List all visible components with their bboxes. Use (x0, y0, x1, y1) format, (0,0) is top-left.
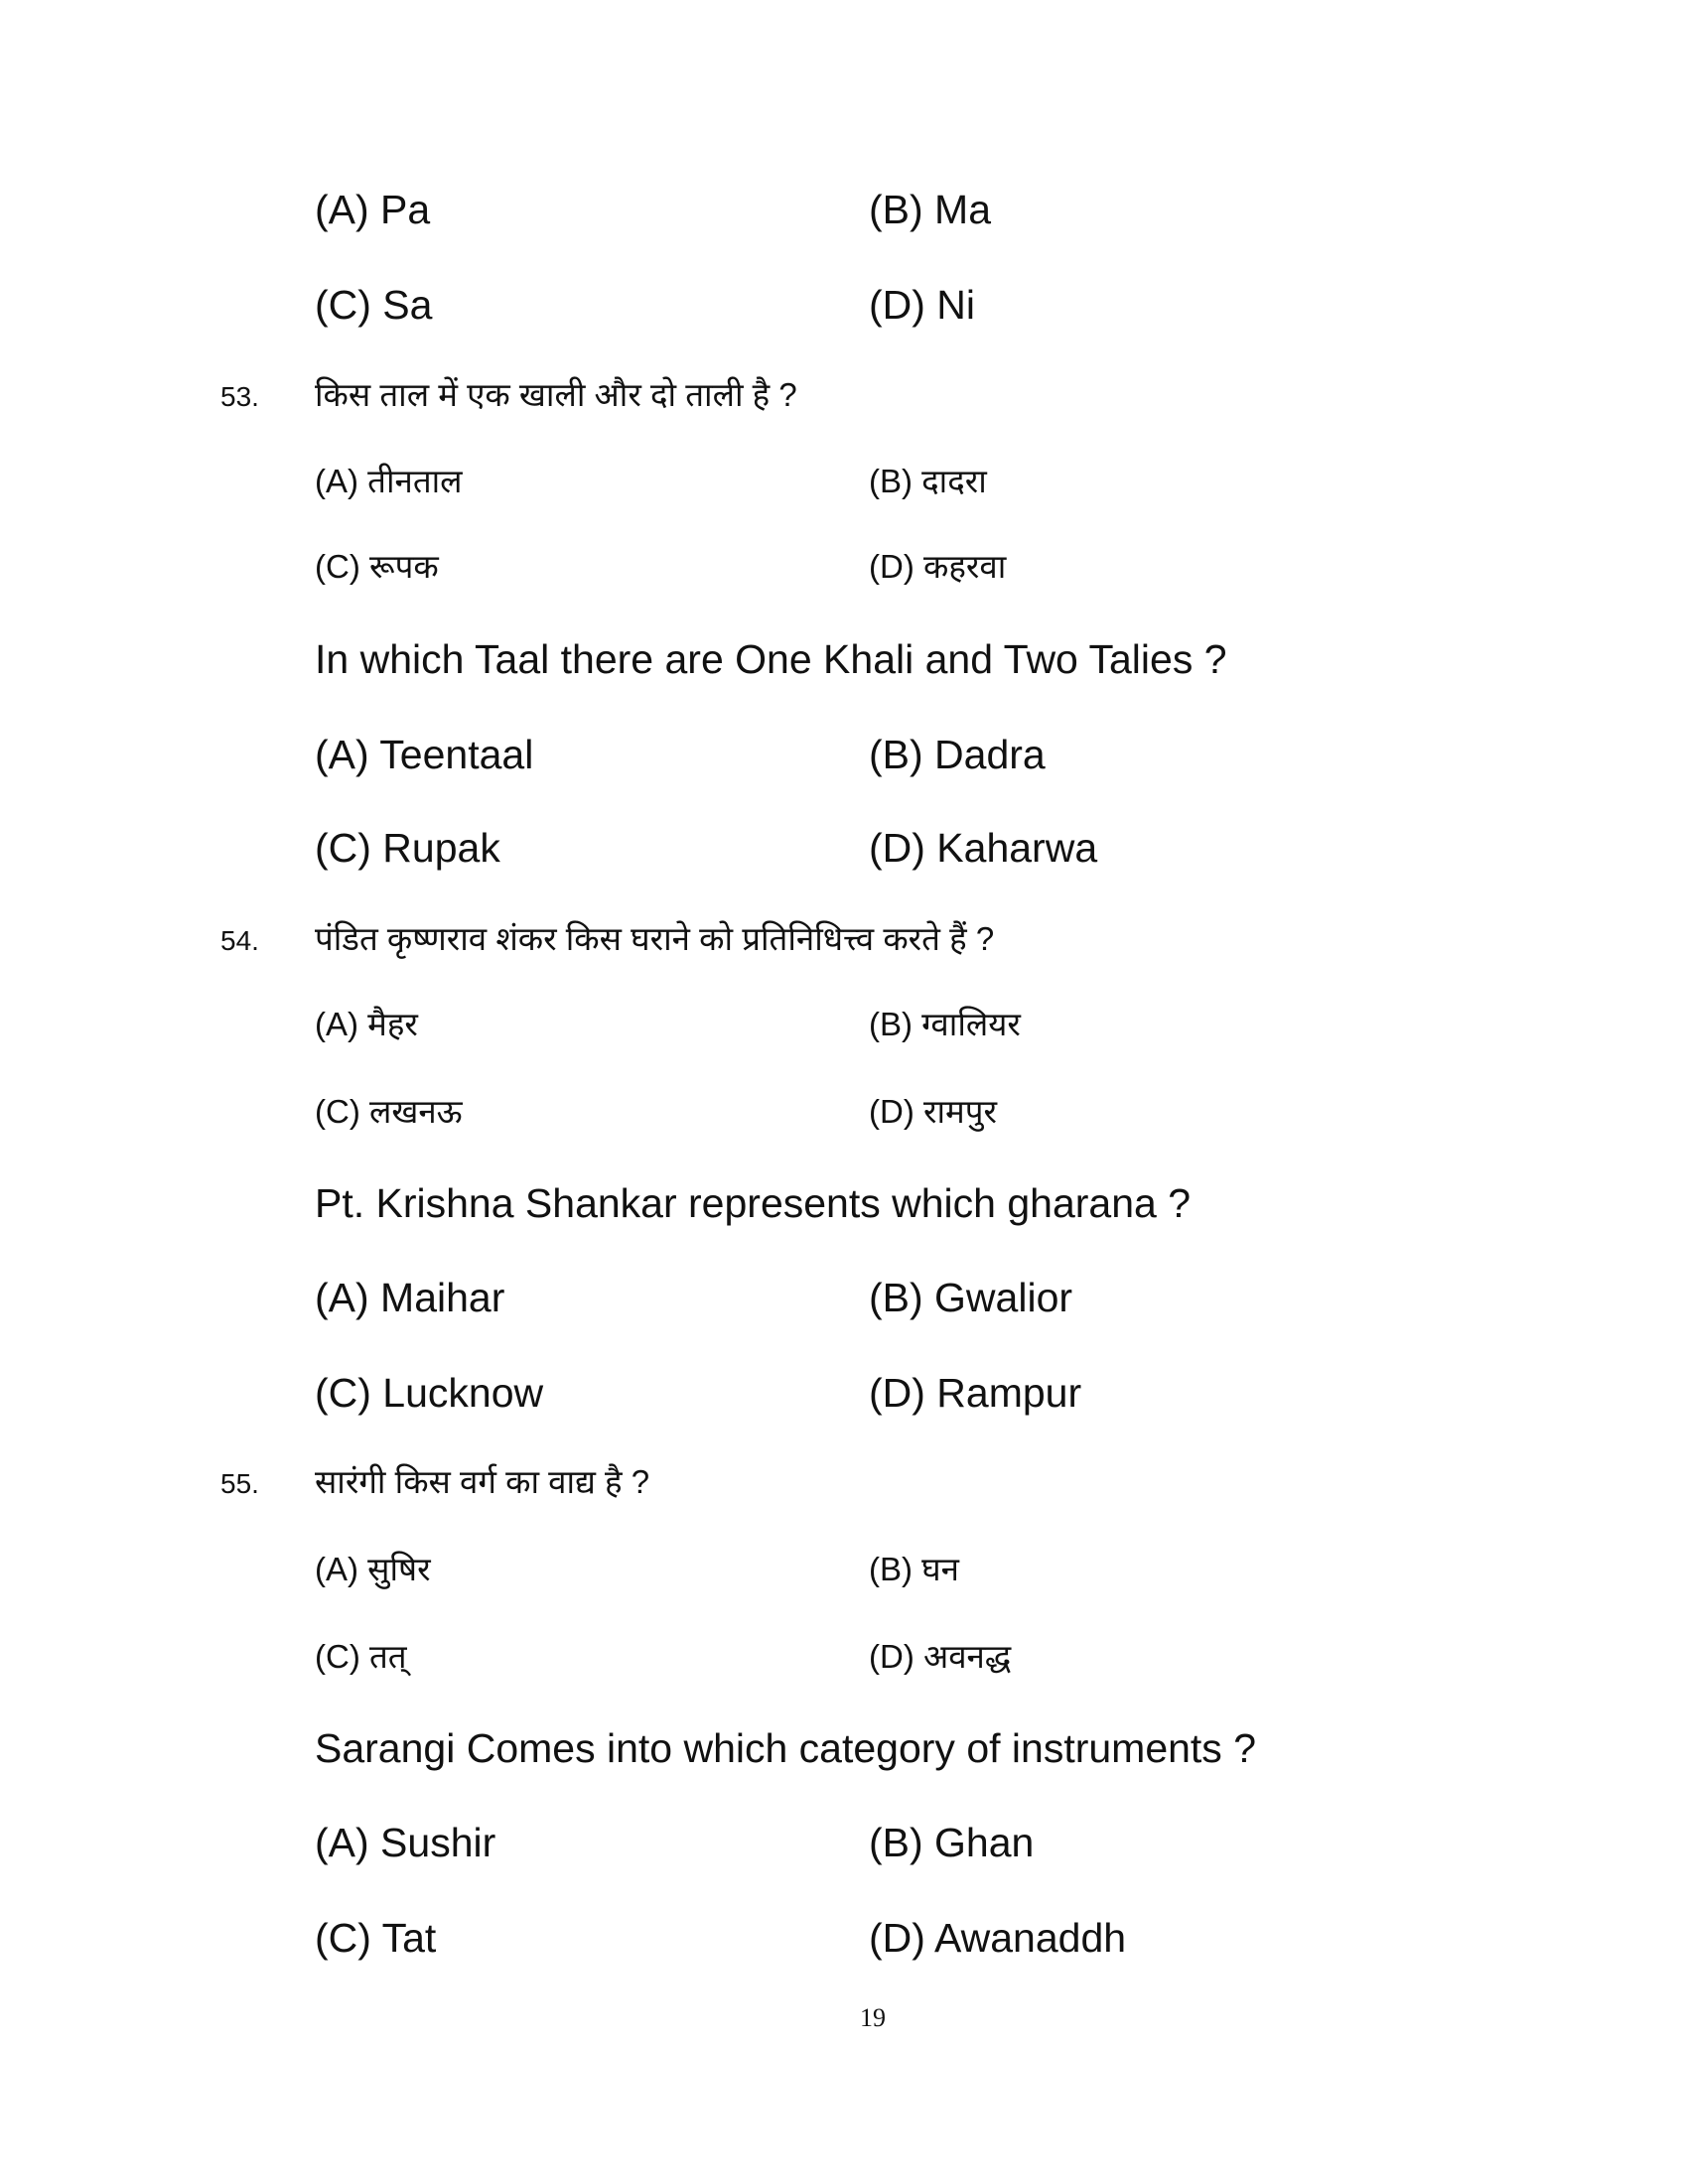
option-b: (B) Ma (869, 187, 991, 232)
option-d-hindi: (D) कहरवा (869, 548, 1007, 585)
question-number: 53. (220, 381, 259, 412)
option-c-hindi: (C) तत् (315, 1638, 407, 1675)
option-c-hindi: (C) लखनऊ (315, 1093, 463, 1130)
option-a-hindi: (A) मैहर (315, 1006, 418, 1042)
option-a-hindi: (A) सुषिर (315, 1551, 431, 1587)
question-hindi: पंडित कृष्णराव शंकर किस घराने को प्रतिनिधित्त्व करते हैं ? (315, 920, 995, 957)
option-b-hindi: (B) दादरा (869, 463, 987, 499)
option-d: (D) Rampur (869, 1370, 1082, 1416)
question-number: 54. (220, 925, 259, 956)
option-b: (B) Dadra (869, 732, 1046, 777)
option-d: (D) Kaharwa (869, 825, 1098, 871)
option-d: (D) Ni (869, 282, 976, 328)
option-d-hindi: (D) रामपुर (869, 1093, 997, 1130)
option-b: (B) Gwalior (869, 1275, 1073, 1320)
option-c: (C) Lucknow (315, 1370, 544, 1416)
option-b-hindi: (B) ग्वालियर (869, 1006, 1021, 1042)
option-a: (A) Teentaal (315, 732, 534, 777)
option-d-hindi: (D) अवनद्ध (869, 1638, 1012, 1675)
question-number: 55. (220, 1468, 259, 1499)
question-english: Sarangi Comes into which category of instruments ? (315, 1725, 1257, 1771)
option-c: (C) Tat (315, 1915, 437, 1961)
option-d: (D) Awanaddh (869, 1915, 1127, 1961)
option-a-hindi: (A) तीनताल (315, 463, 463, 499)
option-b: (B) Ghan (869, 1820, 1035, 1865)
option-c: (C) Sa (315, 282, 433, 328)
question-english: Pt. Krishna Shankar represents which gharana ? (315, 1180, 1192, 1226)
option-a: (A) Maihar (315, 1275, 505, 1320)
option-a: (A) Sushir (315, 1820, 496, 1865)
option-c-hindi: (C) रूपक (315, 548, 439, 585)
option-b-hindi: (B) घन (869, 1551, 959, 1587)
option-c: (C) Rupak (315, 825, 500, 871)
page-number: 19 (860, 2003, 886, 2032)
question-hindi: किस ताल में एक खाली और दो ताली है ? (315, 376, 797, 413)
question-english: In which Taal there are One Khali and Two Talies ? (315, 636, 1227, 682)
option-a: (A) Pa (315, 187, 431, 232)
question-hindi: सारंगी किस वर्ग का वाद्य है ? (315, 1463, 650, 1500)
